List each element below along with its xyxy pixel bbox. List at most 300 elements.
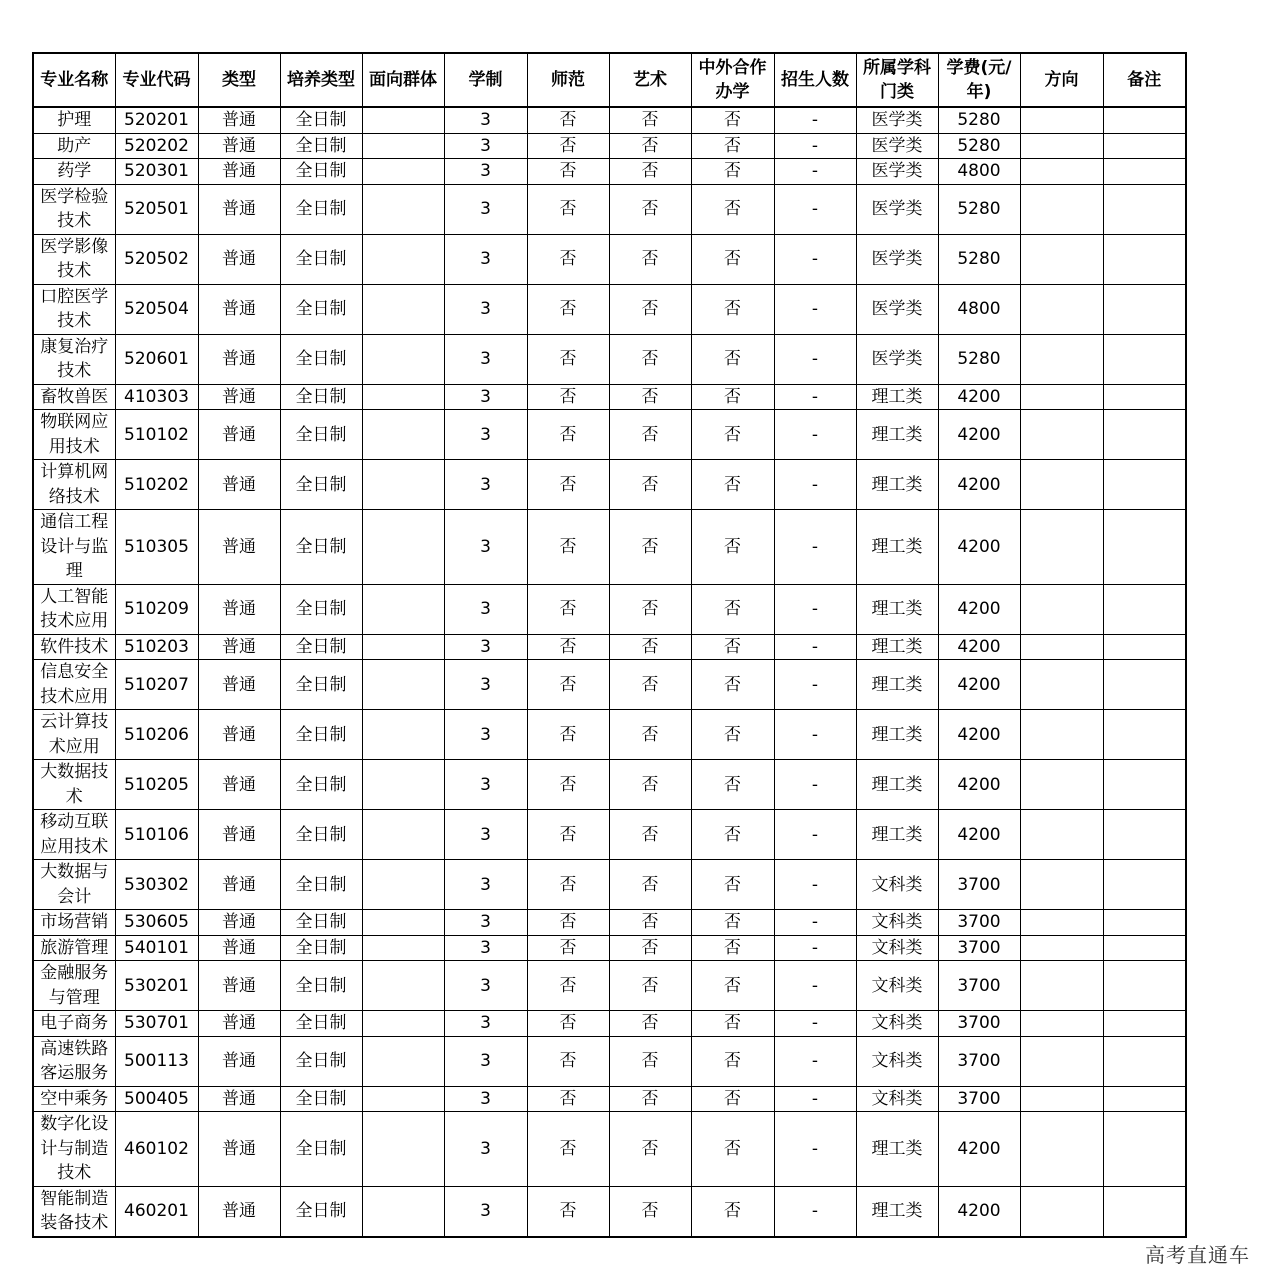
major-type-cell: 普通 bbox=[198, 1186, 280, 1237]
duration-cell: 3 bbox=[444, 910, 527, 936]
major-code-cell: 510209 bbox=[115, 584, 198, 634]
study-mode-cell: 全日制 bbox=[280, 107, 362, 133]
remarks-cell bbox=[1103, 710, 1186, 760]
subject-category-cell: 理工类 bbox=[856, 510, 938, 585]
study-mode-cell: 全日制 bbox=[280, 634, 362, 660]
remarks-cell bbox=[1103, 284, 1186, 334]
tuition-fee-cell: 3700 bbox=[938, 1086, 1020, 1112]
cooperation-flag-cell: 否 bbox=[691, 1112, 774, 1187]
target-group-cell bbox=[362, 1011, 444, 1037]
cooperation-flag-cell: 否 bbox=[691, 634, 774, 660]
table-row bbox=[33, 234, 1186, 284]
major-name-cell: 大数据技术 bbox=[33, 760, 115, 810]
target-group-cell bbox=[362, 234, 444, 284]
major-code-cell: 520504 bbox=[115, 284, 198, 334]
direction-cell bbox=[1020, 1036, 1103, 1086]
duration-cell: 3 bbox=[444, 234, 527, 284]
duration-cell: 3 bbox=[444, 1011, 527, 1037]
target-group-cell bbox=[362, 334, 444, 384]
major-name-cell: 信息安全技术应用 bbox=[33, 660, 115, 710]
major-type-cell: 普通 bbox=[198, 810, 280, 860]
major-code-cell: 530605 bbox=[115, 910, 198, 936]
major-name-cell: 人工智能技术应用 bbox=[33, 584, 115, 634]
subject-category-cell: 文科类 bbox=[856, 1086, 938, 1112]
art-flag-cell: 否 bbox=[609, 384, 691, 410]
direction-cell bbox=[1020, 334, 1103, 384]
direction-cell bbox=[1020, 133, 1103, 159]
header-cell: 招生人数 bbox=[774, 53, 856, 107]
enrollment-quota-cell: - bbox=[774, 1186, 856, 1237]
teacher-training-cell: 否 bbox=[527, 1011, 609, 1037]
subject-category-cell: 理工类 bbox=[856, 410, 938, 460]
subject-category-cell: 文科类 bbox=[856, 961, 938, 1011]
enrollment-quota-cell: - bbox=[774, 961, 856, 1011]
duration-cell: 3 bbox=[444, 1036, 527, 1086]
major-name-cell: 数字化设计与制造技术 bbox=[33, 1112, 115, 1187]
study-mode-cell: 全日制 bbox=[280, 234, 362, 284]
cooperation-flag-cell: 否 bbox=[691, 410, 774, 460]
major-type-cell: 普通 bbox=[198, 760, 280, 810]
major-name-cell: 大数据与会计 bbox=[33, 860, 115, 910]
major-code-cell: 530201 bbox=[115, 961, 198, 1011]
major-code-cell: 520301 bbox=[115, 159, 198, 185]
major-type-cell: 普通 bbox=[198, 1036, 280, 1086]
direction-cell bbox=[1020, 810, 1103, 860]
direction-cell bbox=[1020, 1011, 1103, 1037]
subject-category-cell: 医学类 bbox=[856, 184, 938, 234]
major-name-cell: 助产 bbox=[33, 133, 115, 159]
direction-cell bbox=[1020, 910, 1103, 936]
major-type-cell: 普通 bbox=[198, 1011, 280, 1037]
duration-cell: 3 bbox=[444, 460, 527, 510]
duration-cell: 3 bbox=[444, 584, 527, 634]
table-row bbox=[33, 334, 1186, 384]
duration-cell: 3 bbox=[444, 1112, 527, 1187]
art-flag-cell: 否 bbox=[609, 660, 691, 710]
major-code-cell: 520202 bbox=[115, 133, 198, 159]
duration-cell: 3 bbox=[444, 660, 527, 710]
direction-cell bbox=[1020, 584, 1103, 634]
tuition-fee-cell: 4200 bbox=[938, 584, 1020, 634]
teacher-training-cell: 否 bbox=[527, 1036, 609, 1086]
major-type-cell: 普通 bbox=[198, 910, 280, 936]
art-flag-cell: 否 bbox=[609, 910, 691, 936]
teacher-training-cell: 否 bbox=[527, 961, 609, 1011]
cooperation-flag-cell: 否 bbox=[691, 760, 774, 810]
teacher-training-cell: 否 bbox=[527, 460, 609, 510]
subject-category-cell: 文科类 bbox=[856, 1036, 938, 1086]
direction-cell bbox=[1020, 935, 1103, 961]
table-row bbox=[33, 1186, 1186, 1237]
major-code-cell: 520201 bbox=[115, 107, 198, 133]
enrollment-quota-cell: - bbox=[774, 159, 856, 185]
watermark: 高考直通车 bbox=[1145, 1243, 1250, 1267]
art-flag-cell: 否 bbox=[609, 1186, 691, 1237]
subject-category-cell: 医学类 bbox=[856, 234, 938, 284]
target-group-cell bbox=[362, 910, 444, 936]
teacher-training-cell: 否 bbox=[527, 1086, 609, 1112]
major-name-cell: 通信工程设计与监理 bbox=[33, 510, 115, 585]
cooperation-flag-cell: 否 bbox=[691, 860, 774, 910]
target-group-cell bbox=[362, 184, 444, 234]
table-row bbox=[33, 1112, 1186, 1187]
study-mode-cell: 全日制 bbox=[280, 410, 362, 460]
remarks-cell bbox=[1103, 634, 1186, 660]
major-type-cell: 普通 bbox=[198, 710, 280, 760]
remarks-cell bbox=[1103, 1186, 1186, 1237]
major-code-cell: 510203 bbox=[115, 634, 198, 660]
direction-cell bbox=[1020, 107, 1103, 133]
major-name-cell: 空中乘务 bbox=[33, 1086, 115, 1112]
table-row bbox=[33, 860, 1186, 910]
target-group-cell bbox=[362, 660, 444, 710]
table-row bbox=[33, 660, 1186, 710]
tuition-fee-cell: 3700 bbox=[938, 1036, 1020, 1086]
tuition-fee-cell: 4800 bbox=[938, 284, 1020, 334]
cooperation-flag-cell: 否 bbox=[691, 710, 774, 760]
target-group-cell bbox=[362, 810, 444, 860]
study-mode-cell: 全日制 bbox=[280, 961, 362, 1011]
enrollment-quota-cell: - bbox=[774, 584, 856, 634]
remarks-cell bbox=[1103, 234, 1186, 284]
major-name-cell: 旅游管理 bbox=[33, 935, 115, 961]
art-flag-cell: 否 bbox=[609, 510, 691, 585]
table-row bbox=[33, 410, 1186, 460]
major-type-cell: 普通 bbox=[198, 107, 280, 133]
enrollment-quota-cell: - bbox=[774, 107, 856, 133]
major-name-cell: 移动互联应用技术 bbox=[33, 810, 115, 860]
tuition-fee-cell: 4200 bbox=[938, 634, 1020, 660]
major-table bbox=[32, 52, 1187, 1238]
subject-category-cell: 理工类 bbox=[856, 1186, 938, 1237]
cooperation-flag-cell: 否 bbox=[691, 584, 774, 634]
cooperation-flag-cell: 否 bbox=[691, 935, 774, 961]
direction-cell bbox=[1020, 860, 1103, 910]
art-flag-cell: 否 bbox=[609, 961, 691, 1011]
study-mode-cell: 全日制 bbox=[280, 660, 362, 710]
tuition-fee-cell: 3700 bbox=[938, 860, 1020, 910]
enrollment-quota-cell: - bbox=[774, 710, 856, 760]
direction-cell bbox=[1020, 1186, 1103, 1237]
study-mode-cell: 全日制 bbox=[280, 460, 362, 510]
subject-category-cell: 文科类 bbox=[856, 910, 938, 936]
target-group-cell bbox=[362, 710, 444, 760]
direction-cell bbox=[1020, 410, 1103, 460]
art-flag-cell: 否 bbox=[609, 1112, 691, 1187]
subject-category-cell: 医学类 bbox=[856, 159, 938, 185]
header-cell: 学费(元/年) bbox=[938, 53, 1020, 107]
enrollment-quota-cell: - bbox=[774, 634, 856, 660]
header-cell: 艺术 bbox=[609, 53, 691, 107]
major-name-cell: 软件技术 bbox=[33, 634, 115, 660]
remarks-cell bbox=[1103, 910, 1186, 936]
art-flag-cell: 否 bbox=[609, 410, 691, 460]
target-group-cell bbox=[362, 159, 444, 185]
subject-category-cell: 文科类 bbox=[856, 860, 938, 910]
duration-cell: 3 bbox=[444, 760, 527, 810]
major-name-cell: 医学影像技术 bbox=[33, 234, 115, 284]
cooperation-flag-cell: 否 bbox=[691, 384, 774, 410]
direction-cell bbox=[1020, 384, 1103, 410]
teacher-training-cell: 否 bbox=[527, 384, 609, 410]
enrollment-quota-cell: - bbox=[774, 1112, 856, 1187]
major-name-cell: 云计算技术应用 bbox=[33, 710, 115, 760]
teacher-training-cell: 否 bbox=[527, 334, 609, 384]
header-cell: 备注 bbox=[1103, 53, 1186, 107]
header-cell: 专业代码 bbox=[115, 53, 198, 107]
cooperation-flag-cell: 否 bbox=[691, 133, 774, 159]
duration-cell: 3 bbox=[444, 1186, 527, 1237]
duration-cell: 3 bbox=[444, 860, 527, 910]
direction-cell bbox=[1020, 234, 1103, 284]
target-group-cell bbox=[362, 760, 444, 810]
study-mode-cell: 全日制 bbox=[280, 1011, 362, 1037]
major-name-cell: 市场营销 bbox=[33, 910, 115, 936]
table-row bbox=[33, 460, 1186, 510]
major-type-cell: 普通 bbox=[198, 284, 280, 334]
duration-cell: 3 bbox=[444, 334, 527, 384]
remarks-cell bbox=[1103, 1112, 1186, 1187]
cooperation-flag-cell: 否 bbox=[691, 510, 774, 585]
art-flag-cell: 否 bbox=[609, 234, 691, 284]
cooperation-flag-cell: 否 bbox=[691, 910, 774, 936]
teacher-training-cell: 否 bbox=[527, 184, 609, 234]
target-group-cell bbox=[362, 284, 444, 334]
tuition-fee-cell: 4200 bbox=[938, 810, 1020, 860]
duration-cell: 3 bbox=[444, 1086, 527, 1112]
header-row bbox=[33, 53, 1186, 107]
remarks-cell bbox=[1103, 159, 1186, 185]
table-row bbox=[33, 710, 1186, 760]
art-flag-cell: 否 bbox=[609, 710, 691, 760]
remarks-cell bbox=[1103, 410, 1186, 460]
art-flag-cell: 否 bbox=[609, 760, 691, 810]
cooperation-flag-cell: 否 bbox=[691, 234, 774, 284]
duration-cell: 3 bbox=[444, 510, 527, 585]
major-name-cell: 医学检验技术 bbox=[33, 184, 115, 234]
art-flag-cell: 否 bbox=[609, 159, 691, 185]
subject-category-cell: 医学类 bbox=[856, 133, 938, 159]
header-cell: 师范 bbox=[527, 53, 609, 107]
enrollment-quota-cell: - bbox=[774, 760, 856, 810]
duration-cell: 3 bbox=[444, 133, 527, 159]
table-row bbox=[33, 1036, 1186, 1086]
tuition-fee-cell: 5280 bbox=[938, 234, 1020, 284]
subject-category-cell: 文科类 bbox=[856, 935, 938, 961]
header-cell: 面向群体 bbox=[362, 53, 444, 107]
art-flag-cell: 否 bbox=[609, 1086, 691, 1112]
enrollment-quota-cell: - bbox=[774, 860, 856, 910]
teacher-training-cell: 否 bbox=[527, 634, 609, 660]
art-flag-cell: 否 bbox=[609, 334, 691, 384]
teacher-training-cell: 否 bbox=[527, 935, 609, 961]
major-name-cell: 护理 bbox=[33, 107, 115, 133]
major-code-cell: 460102 bbox=[115, 1112, 198, 1187]
enrollment-quota-cell: - bbox=[774, 460, 856, 510]
direction-cell bbox=[1020, 961, 1103, 1011]
major-code-cell: 530701 bbox=[115, 1011, 198, 1037]
direction-cell bbox=[1020, 760, 1103, 810]
art-flag-cell: 否 bbox=[609, 1036, 691, 1086]
art-flag-cell: 否 bbox=[609, 184, 691, 234]
duration-cell: 3 bbox=[444, 159, 527, 185]
cooperation-flag-cell: 否 bbox=[691, 1036, 774, 1086]
direction-cell bbox=[1020, 460, 1103, 510]
direction-cell bbox=[1020, 1112, 1103, 1187]
enrollment-quota-cell: - bbox=[774, 133, 856, 159]
major-code-cell: 540101 bbox=[115, 935, 198, 961]
remarks-cell bbox=[1103, 961, 1186, 1011]
table-row bbox=[33, 961, 1186, 1011]
study-mode-cell: 全日制 bbox=[280, 810, 362, 860]
teacher-training-cell: 否 bbox=[527, 760, 609, 810]
remarks-cell bbox=[1103, 184, 1186, 234]
cooperation-flag-cell: 否 bbox=[691, 1086, 774, 1112]
major-type-cell: 普通 bbox=[198, 460, 280, 510]
direction-cell bbox=[1020, 1086, 1103, 1112]
teacher-training-cell: 否 bbox=[527, 910, 609, 936]
enrollment-quota-cell: - bbox=[774, 660, 856, 710]
major-code-cell: 500113 bbox=[115, 1036, 198, 1086]
study-mode-cell: 全日制 bbox=[280, 1036, 362, 1086]
tuition-fee-cell: 5280 bbox=[938, 334, 1020, 384]
subject-category-cell: 理工类 bbox=[856, 384, 938, 410]
subject-category-cell: 医学类 bbox=[856, 107, 938, 133]
duration-cell: 3 bbox=[444, 810, 527, 860]
study-mode-cell: 全日制 bbox=[280, 584, 362, 634]
table-row bbox=[33, 584, 1186, 634]
major-type-cell: 普通 bbox=[198, 961, 280, 1011]
subject-category-cell: 理工类 bbox=[856, 1112, 938, 1187]
duration-cell: 3 bbox=[444, 410, 527, 460]
table-row bbox=[33, 1011, 1186, 1037]
teacher-training-cell: 否 bbox=[527, 1186, 609, 1237]
study-mode-cell: 全日制 bbox=[280, 1086, 362, 1112]
remarks-cell bbox=[1103, 660, 1186, 710]
study-mode-cell: 全日制 bbox=[280, 510, 362, 585]
major-type-cell: 普通 bbox=[198, 410, 280, 460]
table-body bbox=[33, 107, 1186, 1237]
direction-cell bbox=[1020, 710, 1103, 760]
tuition-fee-cell: 4200 bbox=[938, 760, 1020, 810]
major-code-cell: 510205 bbox=[115, 760, 198, 810]
cooperation-flag-cell: 否 bbox=[691, 1011, 774, 1037]
remarks-cell bbox=[1103, 1036, 1186, 1086]
target-group-cell bbox=[362, 584, 444, 634]
subject-category-cell: 文科类 bbox=[856, 1011, 938, 1037]
duration-cell: 3 bbox=[444, 184, 527, 234]
study-mode-cell: 全日制 bbox=[280, 184, 362, 234]
study-mode-cell: 全日制 bbox=[280, 334, 362, 384]
major-name-cell: 药学 bbox=[33, 159, 115, 185]
duration-cell: 3 bbox=[444, 284, 527, 334]
teacher-training-cell: 否 bbox=[527, 810, 609, 860]
subject-category-cell: 理工类 bbox=[856, 460, 938, 510]
tuition-fee-cell: 5280 bbox=[938, 133, 1020, 159]
major-type-cell: 普通 bbox=[198, 384, 280, 410]
teacher-training-cell: 否 bbox=[527, 234, 609, 284]
tuition-fee-cell: 4200 bbox=[938, 510, 1020, 585]
subject-category-cell: 理工类 bbox=[856, 810, 938, 860]
major-type-cell: 普通 bbox=[198, 935, 280, 961]
major-code-cell: 460201 bbox=[115, 1186, 198, 1237]
tuition-fee-cell: 4200 bbox=[938, 660, 1020, 710]
teacher-training-cell: 否 bbox=[527, 133, 609, 159]
teacher-training-cell: 否 bbox=[527, 510, 609, 585]
target-group-cell bbox=[362, 1186, 444, 1237]
direction-cell bbox=[1020, 184, 1103, 234]
major-code-cell: 520502 bbox=[115, 234, 198, 284]
table-row bbox=[33, 107, 1186, 133]
major-type-cell: 普通 bbox=[198, 510, 280, 585]
major-name-cell: 畜牧兽医 bbox=[33, 384, 115, 410]
enrollment-quota-cell: - bbox=[774, 910, 856, 936]
study-mode-cell: 全日制 bbox=[280, 760, 362, 810]
tuition-fee-cell: 4200 bbox=[938, 1112, 1020, 1187]
header-cell: 方向 bbox=[1020, 53, 1103, 107]
major-code-cell: 510206 bbox=[115, 710, 198, 760]
header-cell: 专业名称 bbox=[33, 53, 115, 107]
major-code-cell: 530302 bbox=[115, 860, 198, 910]
tuition-fee-cell: 3700 bbox=[938, 961, 1020, 1011]
remarks-cell bbox=[1103, 334, 1186, 384]
major-name-cell: 电子商务 bbox=[33, 1011, 115, 1037]
remarks-cell bbox=[1103, 760, 1186, 810]
major-name-cell: 智能制造装备技术 bbox=[33, 1186, 115, 1237]
major-code-cell: 510102 bbox=[115, 410, 198, 460]
major-type-cell: 普通 bbox=[198, 159, 280, 185]
cooperation-flag-cell: 否 bbox=[691, 107, 774, 133]
target-group-cell bbox=[362, 1086, 444, 1112]
remarks-cell bbox=[1103, 384, 1186, 410]
target-group-cell bbox=[362, 460, 444, 510]
subject-category-cell: 理工类 bbox=[856, 634, 938, 660]
duration-cell: 3 bbox=[444, 107, 527, 133]
header-cell: 培养类型 bbox=[280, 53, 362, 107]
remarks-cell bbox=[1103, 133, 1186, 159]
study-mode-cell: 全日制 bbox=[280, 860, 362, 910]
tuition-fee-cell: 4200 bbox=[938, 1186, 1020, 1237]
art-flag-cell: 否 bbox=[609, 860, 691, 910]
subject-category-cell: 医学类 bbox=[856, 284, 938, 334]
art-flag-cell: 否 bbox=[609, 584, 691, 634]
enrollment-quota-cell: - bbox=[774, 810, 856, 860]
major-code-cell: 500405 bbox=[115, 1086, 198, 1112]
remarks-cell bbox=[1103, 107, 1186, 133]
cooperation-flag-cell: 否 bbox=[691, 159, 774, 185]
table-row bbox=[33, 184, 1186, 234]
target-group-cell bbox=[362, 133, 444, 159]
cooperation-flag-cell: 否 bbox=[691, 184, 774, 234]
major-name-cell: 口腔医学技术 bbox=[33, 284, 115, 334]
study-mode-cell: 全日制 bbox=[280, 284, 362, 334]
study-mode-cell: 全日制 bbox=[280, 384, 362, 410]
table-row bbox=[33, 935, 1186, 961]
table-row bbox=[33, 133, 1186, 159]
enrollment-quota-cell: - bbox=[774, 935, 856, 961]
enrollment-quota-cell: - bbox=[774, 410, 856, 460]
target-group-cell bbox=[362, 1112, 444, 1187]
major-type-cell: 普通 bbox=[198, 634, 280, 660]
header-cell: 类型 bbox=[198, 53, 280, 107]
major-type-cell: 普通 bbox=[198, 133, 280, 159]
major-name-cell: 计算机网络技术 bbox=[33, 460, 115, 510]
tuition-fee-cell: 3700 bbox=[938, 910, 1020, 936]
study-mode-cell: 全日制 bbox=[280, 133, 362, 159]
direction-cell bbox=[1020, 510, 1103, 585]
target-group-cell bbox=[362, 961, 444, 1011]
table-row bbox=[33, 1086, 1186, 1112]
